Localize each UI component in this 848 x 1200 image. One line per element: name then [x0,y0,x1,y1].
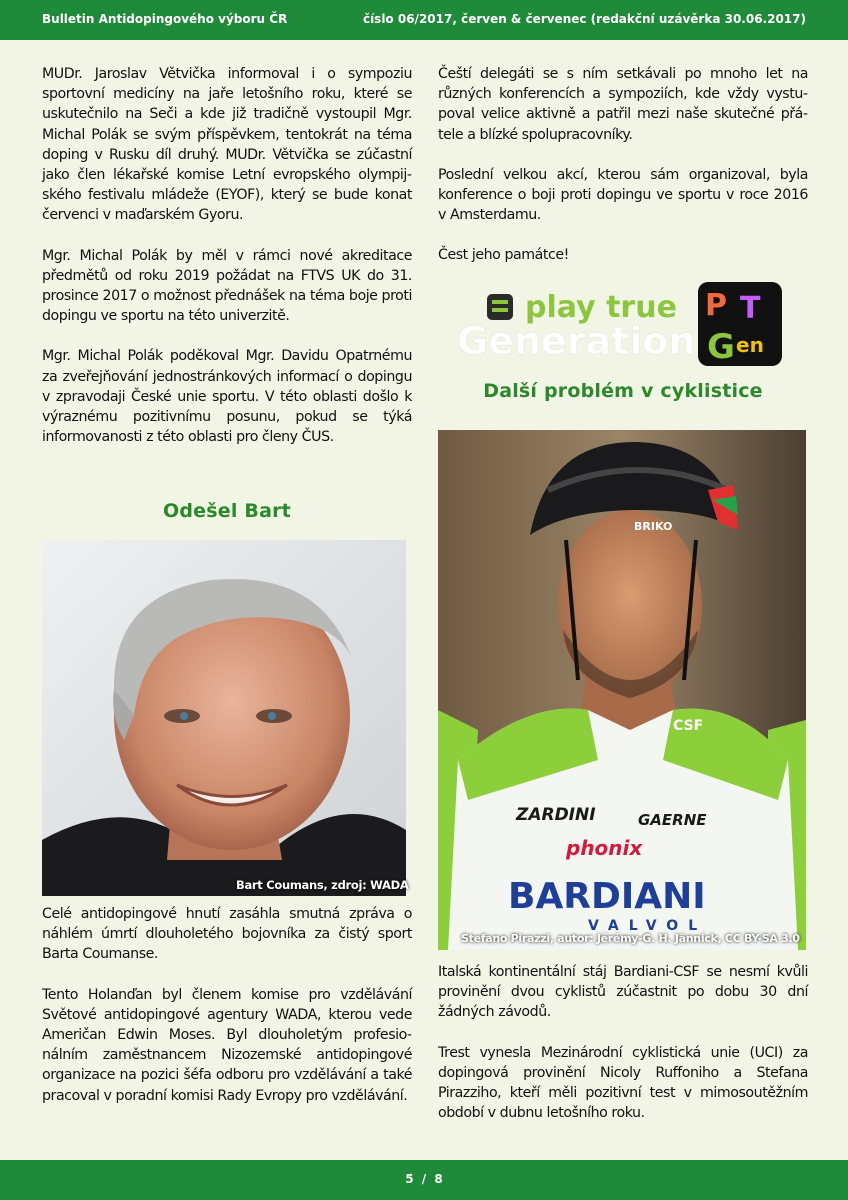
photo-caption: Stefano Pirazzi, autor: Jérémy-G. H. Jännick, CC BY-SA 3.0 [461,932,800,945]
badge-letter-p: P [705,288,727,323]
jersey-csf: CSF [673,718,704,734]
paragraph: Mgr. Michal Polák by měl v rámci nové akreditace předmětů od roku 2019 požádat na FTVS UK do 31. prosince 2017 o možnost přednášek na téma boje proti dopingu ve sportu na této univerzitě. [42,247,412,325]
paragraph: Celé antidopingové hnutí zasáhla smutná zpráva o náhlém úmrtí dlouholetého bojovníka za čistý sport Barta Coumanse. [42,906,412,963]
stefano-pirazzi-photo [438,430,806,950]
badge-letter-g: G [707,327,735,366]
jersey-zardini: ZARDINI [516,805,596,825]
paragraph: Čeští delegáti se s ním setkávali po mnoho let na různých konferencích a sympoziích, kde vždy vystupoval velice aktivně a patřil mezi naše skutečné přátele a blízké spolupracovníky. [438,66,808,143]
paragraph: Italská kontinentální stáj Bardiani-CSF se nesmí kvůli provinění dvou cyklistů zúčastnit po dobu 30 dní žádných závodů. [438,964,808,1021]
header-bar [0,0,848,40]
paragraph: MUDr. Jaroslav Větvička informoval i o sympoziu sportovní medicíny na jaře letošního roku, které se uskutečnilo na Seči a kde již tradičně vystoupil Mgr. Michal Polák se svým příspěvkem, tentokrát na téma doping v Rusku díl druhý. MUDr. Větvička se zúčastní jako člen lékařské komise Letní evropského olympijského festivalu mládeže (EYOF), který se bude konat červenci v maďarském Gyoru. [42,66,412,224]
section-heading-cyklistika: Další problém v cyklistice [483,380,763,402]
play-true-generation-logo [455,280,785,366]
jersey-gaerne: GAERNE [638,811,707,829]
page-number: 5 / 8 [405,1172,443,1186]
badge-letter-t: T [740,291,761,326]
jersey-valvol: VALVOL [588,918,708,934]
photo-caption: Bart Coumans, zdroj: WADA [236,878,409,892]
section-heading-odesel-bart: Odešel Bart [163,500,291,522]
issue-info: číslo 06/2017, červen & červenec (redakční uzávěrka 30.06.2017) [362,12,806,26]
jersey-phonix: phonix [566,836,643,860]
right-column-lower [438,962,808,1143]
paragraph: Poslední velkou akcí, kterou sám organizoval, byla konference o boji proti dopingu ve sportu v roce 2016 v Amsterdamu. [438,166,808,224]
badge-letters-en: en [736,333,764,357]
paragraph: Tento Holanďan byl členem komise pro vzdělávání Světové antidopingové agentury WADA, kterou vede Američan Edwin Moses. Byl dlouholetým profesionálním zaměstnancem Nizozemské antidopingové organizace na pozici šéfa odboru pro vzdělávání a také pracoval v poradní komisi Rady Evropy pro vzdělávání. [42,986,412,1104]
paragraph: Trest vynesla Mezinárodní cyklistická unie (UCI) za dopingová provinění Nicoly Ruffoniho a Stefana Pirazziho, kteří měli pozitivní test v mimosoutěžním období v dubnu letošního roku. [438,1044,808,1122]
helmet-brand: BRIKO [634,520,673,533]
footer-bar [0,1160,848,1200]
left-column [42,64,412,467]
paragraph: Čest jeho památce! [438,247,569,264]
logo-line1: play true [525,290,677,325]
bulletin-title: Bulletin Antidopingového výboru ČR [42,12,288,26]
paragraph: Mgr. Michal Polák poděkoval Mgr. Davidu Opatrnému za zveřejňování jednostránkových informací o dopingu v zpravodaji České unie sportu. V této oblasti došlo k výraznému pozitivnímu posunu, pokud se týká informovanosti z této oblasti pro členy ČUS. [42,348,412,446]
right-column [438,64,808,286]
left-column-lower [42,904,412,1126]
jersey-bardiani: BARDIANI [508,876,706,917]
logo-line2: Generation [457,319,696,363]
bart-coumans-photo [42,540,409,896]
